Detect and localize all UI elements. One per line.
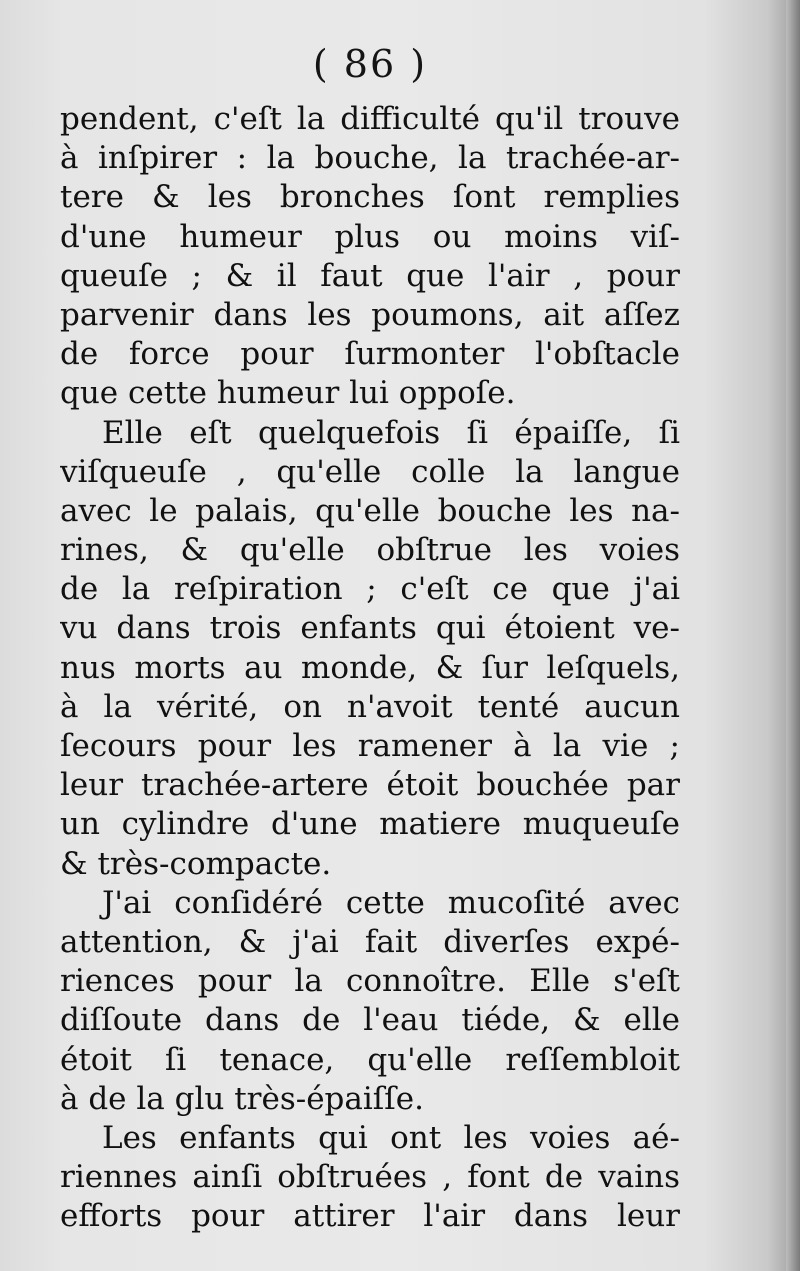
page-edge-shadow xyxy=(786,0,800,1271)
text-line: que cette humeur lui oppoſe. xyxy=(60,375,516,412)
text-line: vu dans trois enfants qui étoient ve- xyxy=(60,610,680,647)
text-line: leur trachée-artere étoit bouchée par xyxy=(60,767,680,804)
text-line: nus morts au monde, & ſur leſquels, xyxy=(60,649,680,686)
text-line: avec le palais, qu'elle bouche les na- xyxy=(60,492,680,529)
text-line: viſqueuſe , qu'elle colle la langue xyxy=(60,453,680,490)
text-line: & très-compacte. xyxy=(60,845,332,882)
text-line: parvenir dans les poumons, ait aſſez xyxy=(60,296,680,333)
text-line: d'une humeur plus ou moins viſ- xyxy=(60,218,680,255)
text-line: queuſe ; & il faut que l'air , pour xyxy=(60,257,680,294)
text-line: pendent, c'eſt la difficulté qu'il trouve xyxy=(60,101,680,137)
text-line: riennes ainſi obſtruées , font de vains xyxy=(60,1159,680,1196)
text-line: riences pour la connoître. Elle s'eſt xyxy=(60,963,680,1000)
text-line: étoit ſi tenace, qu'elle reſſembloit xyxy=(60,1041,680,1078)
paragraph-start-line: J'ai conſidéré cette mucoſité avec xyxy=(102,884,680,921)
text-line: attention, & j'ai fait diverſes expé- xyxy=(60,923,680,960)
text-line: ſecours pour les ramener à la vie ; xyxy=(60,728,680,764)
text-line: de la reſpiration ; c'eſt ce que j'ai xyxy=(60,571,680,608)
text-line: à la vérité, on n'avoit tenté aucun xyxy=(60,688,680,725)
page-number: ( 86 ) xyxy=(312,42,428,86)
text-line: efforts pour attirer l'air dans leur xyxy=(60,1198,680,1235)
text-line: rines, & qu'elle obſtrue les voies xyxy=(60,532,680,569)
text-line: diſſoute dans de l'eau tiéde, & elle xyxy=(60,1002,680,1039)
paragraph-start-line: Les enfants qui ont les voies aé- xyxy=(102,1119,680,1156)
text-line: à de la glu très-épaiſſe. xyxy=(60,1080,424,1117)
text-line: tere & les bronches ſont remplies xyxy=(60,179,680,216)
text-line: un cylindre d'une matiere muqueuſe xyxy=(60,806,680,843)
body-text xyxy=(60,100,680,1236)
paragraph-start-line: Elle eſt quelquefois ſi épaiſſe, ſi xyxy=(102,414,680,451)
text-line: à inſpirer : la bouche, la trachée-ar- xyxy=(60,140,680,177)
text-line: de force pour ſurmonter l'obſtacle xyxy=(60,336,680,373)
